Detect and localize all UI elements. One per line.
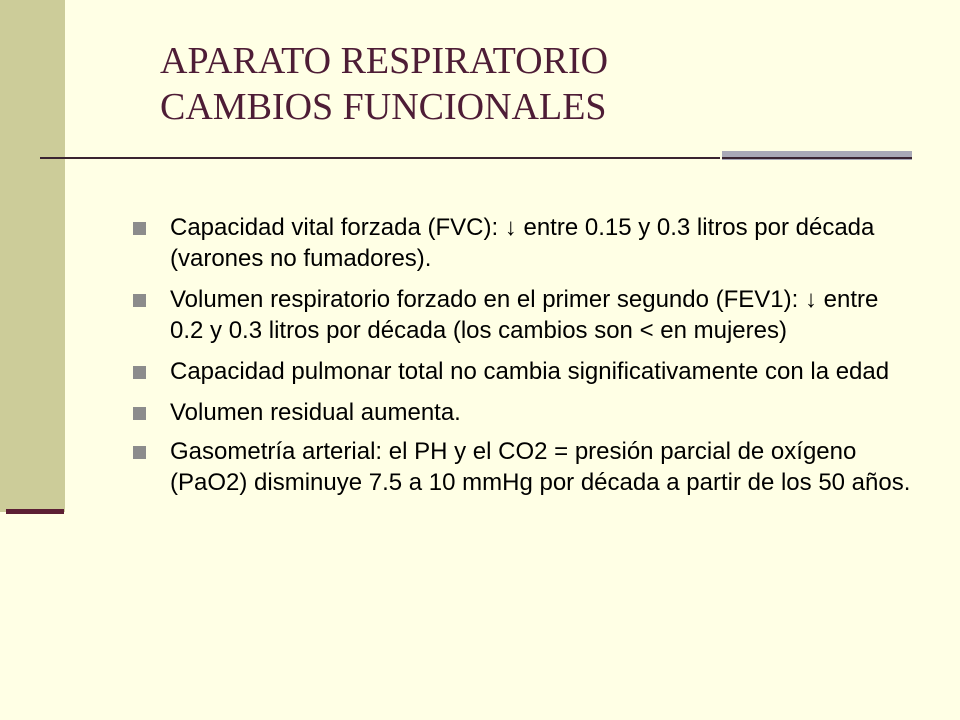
bullet-item-volumen-residual xyxy=(133,397,913,428)
decorative-side-bar xyxy=(0,0,65,512)
square-bullet-icon xyxy=(133,222,146,235)
slide-title xyxy=(160,38,608,130)
slide-title-line-1: APARATO RESPIRATORIO xyxy=(160,40,609,82)
bullet-list xyxy=(133,212,913,508)
square-bullet-icon xyxy=(133,407,146,420)
bullet-item-gasometria xyxy=(133,436,913,498)
bullet-text: Volumen residual aumenta. xyxy=(170,399,461,426)
title-divider-accent-line xyxy=(722,157,912,159)
bullet-text: Gasometría arterial: el PH y el CO2 = presión parcial de oxígeno (PaO2) disminuye 7.5 a 10 mmHg por década a partir de los 50 años. xyxy=(170,438,911,496)
bullet-item-fvc xyxy=(133,212,913,274)
bullet-item-capacidad-pulmonar xyxy=(133,356,913,387)
square-bullet-icon xyxy=(133,294,146,307)
decorative-side-bar-foot xyxy=(6,509,64,514)
bullet-item-fev1 xyxy=(133,284,913,346)
bullet-text: Capacidad vital forzada (FVC): ↓ entre 0.15 y 0.3 litros por década (varones no fumadores). xyxy=(170,214,875,272)
bullet-text: Capacidad pulmonar total no cambia significativamente con la edad xyxy=(170,358,890,385)
title-divider xyxy=(40,157,720,159)
bullet-text: Volumen respiratorio forzado en el primer segundo (FEV1): ↓ entre 0.2 y 0.3 litros por década (los cambios son < en mujeres) xyxy=(170,286,879,344)
slide-title-line-2: CAMBIOS FUNCIONALES xyxy=(160,86,607,128)
square-bullet-icon xyxy=(133,366,146,379)
square-bullet-icon xyxy=(133,446,146,459)
